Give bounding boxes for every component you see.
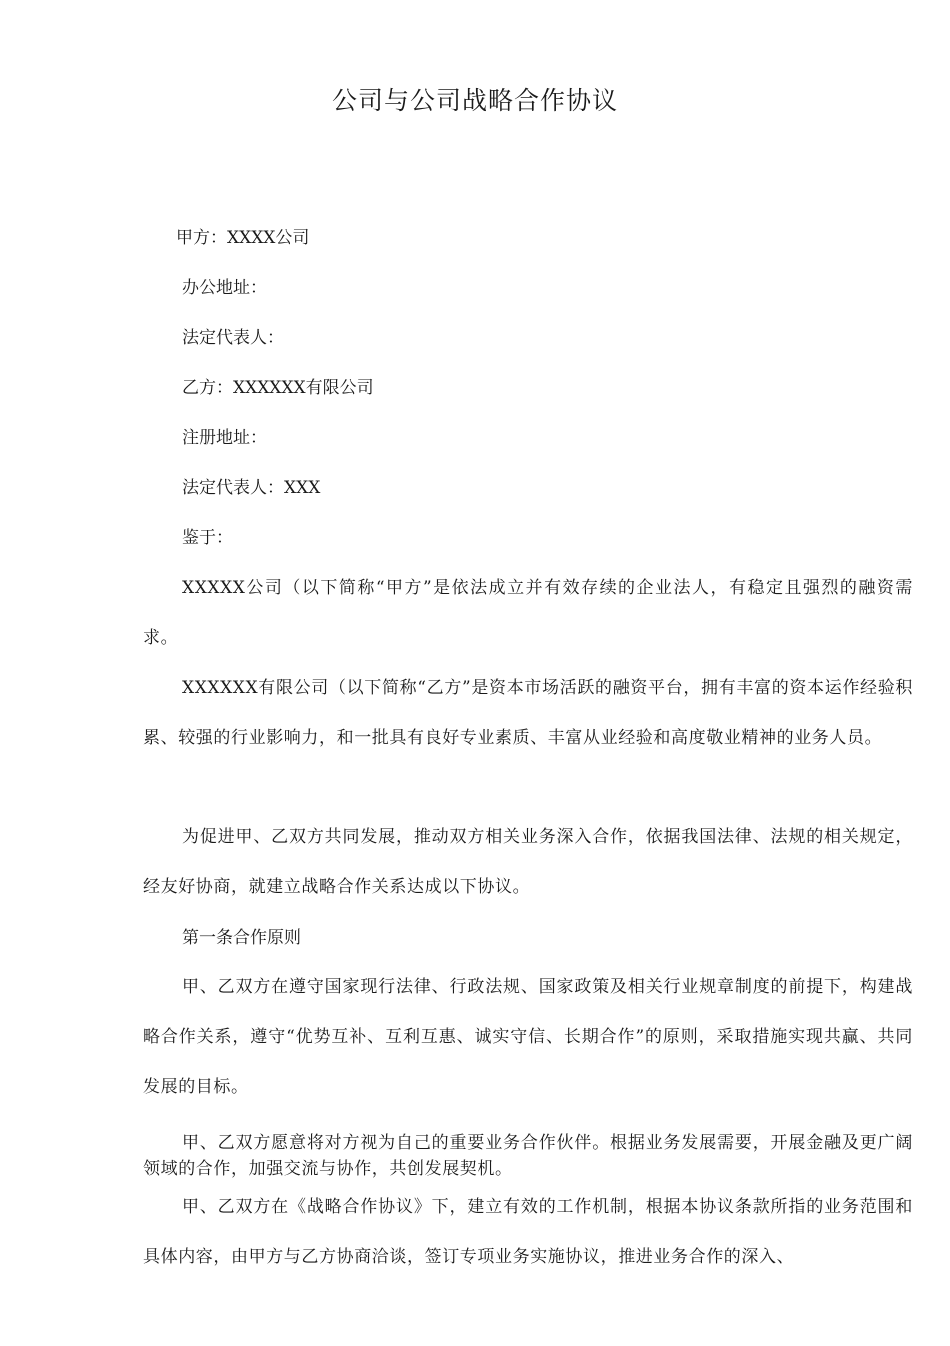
paragraph-working-mechanism: 甲、乙双方在《战略合作协议》下，建立有效的工作机制，根据本协议条款所指的业务范围和具体内容，由甲方与乙方协商洽谈，签订专项业务实施协议，推进业务合作的深入、 (143, 1197, 913, 1267)
party-a-legal-representative: 法定代表人： (182, 328, 284, 348)
party-b-registered-address: 注册地址： (182, 428, 267, 448)
paragraph-partnership: 甲、乙双方愿意将对方视为自己的重要业务合作伙伴。根据业务发展需要，开展金融及更广阔领域的合作，加强交流与协作，共创发展契机。 (143, 1133, 913, 1179)
paragraph-cooperation-principles: 甲、乙双方在遵守国家现行法律、行政法规、国家政策及相关行业规章制度的前提下，构建战略合作关系，遵守“优势互补、互利互惠、诚实守信、长期合作”的原则，采取措施实现共赢、共同发展的目标。 (143, 977, 913, 1097)
party-a-office-address: 办公地址： (182, 278, 267, 298)
whereas-heading: 鉴于： (182, 528, 233, 548)
article-1-heading: 第一条合作原则 (182, 928, 301, 948)
paragraph-party-b-description: XXXXXX有限公司（以下简称“乙方”是资本市场活跃的融资平台，拥有丰富的资本运作经验积累、较强的行业影响力，和一批具有良好专业素质、丰富从业经验和高度敬业精神的业务人员。 (143, 678, 913, 748)
party-b-line: 乙方：XXXXXX有限公司 (182, 378, 374, 398)
document-title: 公司与公司战略合作协议 (331, 86, 618, 115)
paragraph-purpose: 为促进甲、乙双方共同发展，推动双方相关业务深入合作，依据我国法律、法规的相关规定，经友好协商，就建立战略合作关系达成以下协议。 (143, 827, 913, 897)
paragraph-party-a-description: XXXXX公司（以下简称“甲方”是依法成立并有效存续的企业法人，有稳定且强烈的融资需求。 (143, 578, 913, 648)
party-a-line: 甲方：XXXX公司 (176, 228, 310, 248)
party-b-legal-representative: 法定代表人：XXX (182, 478, 321, 498)
